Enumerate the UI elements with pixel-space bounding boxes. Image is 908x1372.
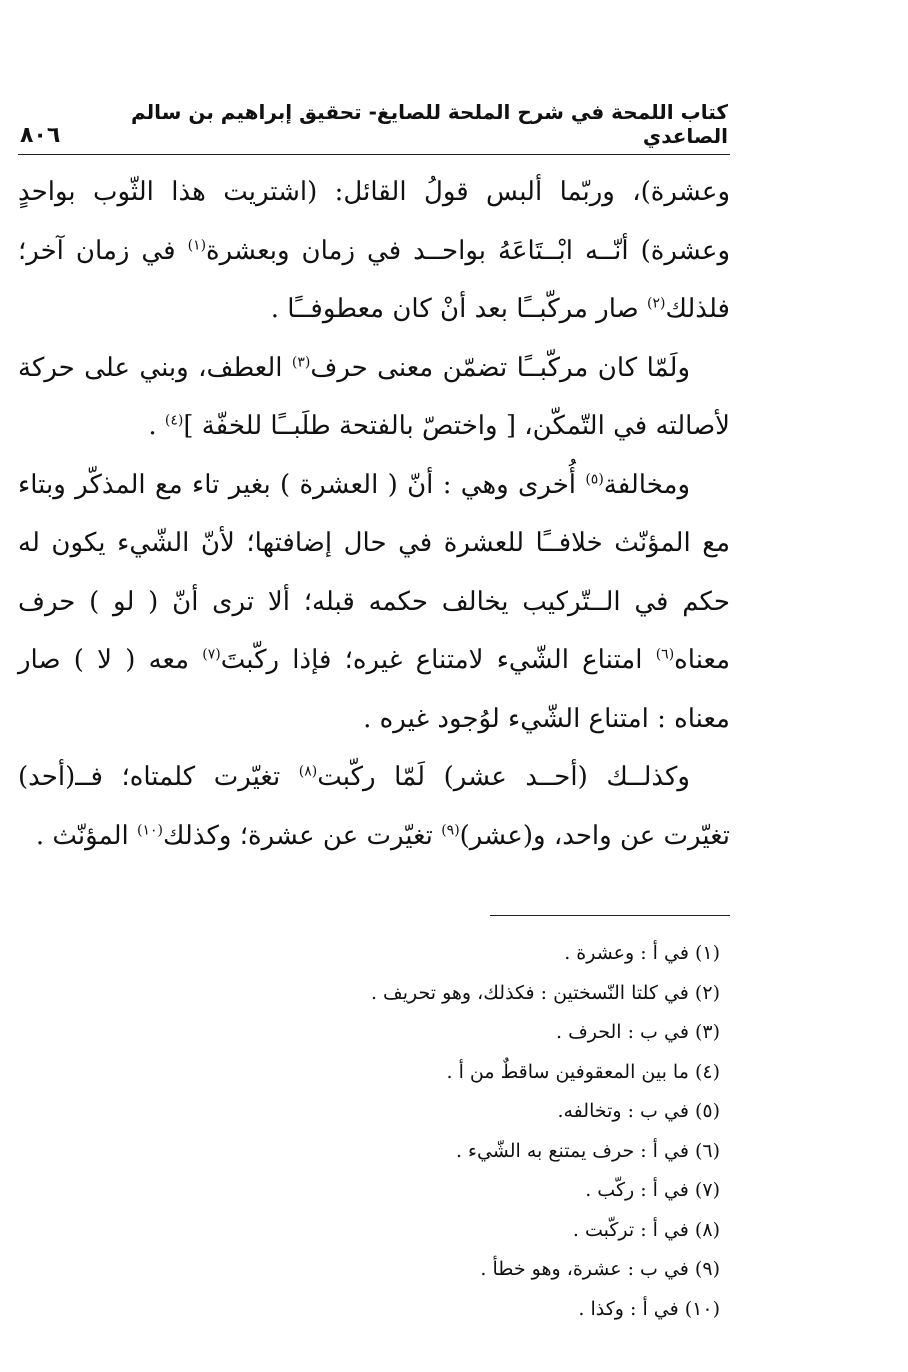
page-number: ٨٠٦ bbox=[20, 123, 61, 148]
text-segment: وكذلــك (أحــد عشر) لَمّا ركّبت bbox=[317, 762, 690, 792]
footnote-ref: (٨) bbox=[298, 763, 318, 780]
text-segment: معه ( لا ) صار معناه : امتناع الشّيء لوُجود غيره . bbox=[18, 645, 730, 734]
text-segment: امتناع الشّيء لامتناع غيره؛ فإذا ركّبتَ bbox=[220, 645, 656, 675]
footnote-ref: (٢) bbox=[647, 295, 666, 312]
footnote: (١٠) في أ : وكذا . bbox=[578, 1297, 720, 1320]
footnote-separator bbox=[490, 915, 730, 916]
footnote: (٨) في أ : تركّبت . bbox=[572, 1218, 720, 1241]
footnote: (٩) في ب : عشرة، وهو خطأ . bbox=[480, 1258, 720, 1280]
footnote-ref: (٤) bbox=[164, 412, 184, 429]
document-page bbox=[18, 100, 730, 1329]
footnote: (٤) ما بين المعقوفين ساقطٌ من أ . bbox=[446, 1060, 720, 1083]
footnote-ref: (٩) bbox=[441, 821, 460, 838]
footnote: (٢) في كلتا النّسختين : فكذلك، وهو تحريف . bbox=[370, 981, 720, 1004]
footnote: (٦) في أ : حرف يمتنع به الشّيء . bbox=[455, 1139, 720, 1162]
text-segment: وعشرة)، وربّما ألبس قولُ القائل: (اشتريت هذا الثّوب بواحدٍ وعشرة) أنّــه ابْــتَاعَهُ بواحــد في زمان وبعشرة bbox=[18, 177, 730, 266]
paragraph bbox=[18, 456, 730, 749]
text-segment: صار مركّبــًا بعد أنْ كان معطوفــًا . bbox=[270, 294, 647, 324]
footnote-ref: (٦) bbox=[655, 646, 675, 663]
footnote: (١) في أ : وعشرة . bbox=[564, 942, 720, 964]
running-title: كتاب اللمحة في شرح الملحة للصايغ- تحقيق إبراهيم بن سالم الصاعدي bbox=[130, 100, 728, 148]
text-segment: ومخالفة bbox=[603, 469, 690, 500]
footnote-ref: (٥) bbox=[585, 470, 604, 487]
paragraph bbox=[18, 339, 730, 456]
footnotes bbox=[18, 934, 730, 1329]
footnote: (٥) في ب : وتخالفه. bbox=[557, 1100, 720, 1122]
text-segment: أُخرى وهي : أنّ ( العشرة ) بغير تاء مع المذكّر وبتاء مع المؤنّث خلافــًا للعشرة في حال إضافتها؛ لأنّ الشّيء يكون له حكم في الــتّركيب يخالف حكمه قبله؛ ألا ترى أنّ ( لو ) حرف معناه bbox=[18, 469, 731, 675]
text-segment: المؤنّث . bbox=[35, 820, 138, 851]
main-text bbox=[18, 163, 730, 865]
text-segment: تغيّرت عن عشرة؛ وكذلك bbox=[163, 820, 442, 851]
footnote-ref: (٣) bbox=[291, 353, 311, 370]
footnote-ref: (١٠) bbox=[137, 821, 164, 838]
page-header bbox=[18, 100, 730, 155]
footnote: (٧) في أ : ركّب . bbox=[585, 1179, 720, 1201]
paragraph bbox=[18, 748, 730, 865]
paragraph bbox=[18, 163, 730, 339]
text-segment: في زمان آخر؛ فلذلك bbox=[18, 235, 730, 324]
text-segment: . bbox=[148, 411, 165, 441]
text-segment: ولَمّا كان مركّبــًا تضمّن معنى حرف bbox=[310, 352, 690, 383]
footnote: (٣) في ب : الحرف . bbox=[555, 1021, 720, 1043]
footnote-ref: (٧) bbox=[202, 646, 221, 663]
text-segment: العطف، وبني على حركة لأصالته في التّمكّن، [ واختصّ بالفتحة طلَبــًا للخفّة ] bbox=[18, 352, 730, 441]
footnote-ref: (١) bbox=[187, 236, 207, 253]
text-segment: تغيّرت كلمتاه؛ فــ(أحد) تغيّرت عن واحد، و(عشر) bbox=[18, 762, 730, 851]
